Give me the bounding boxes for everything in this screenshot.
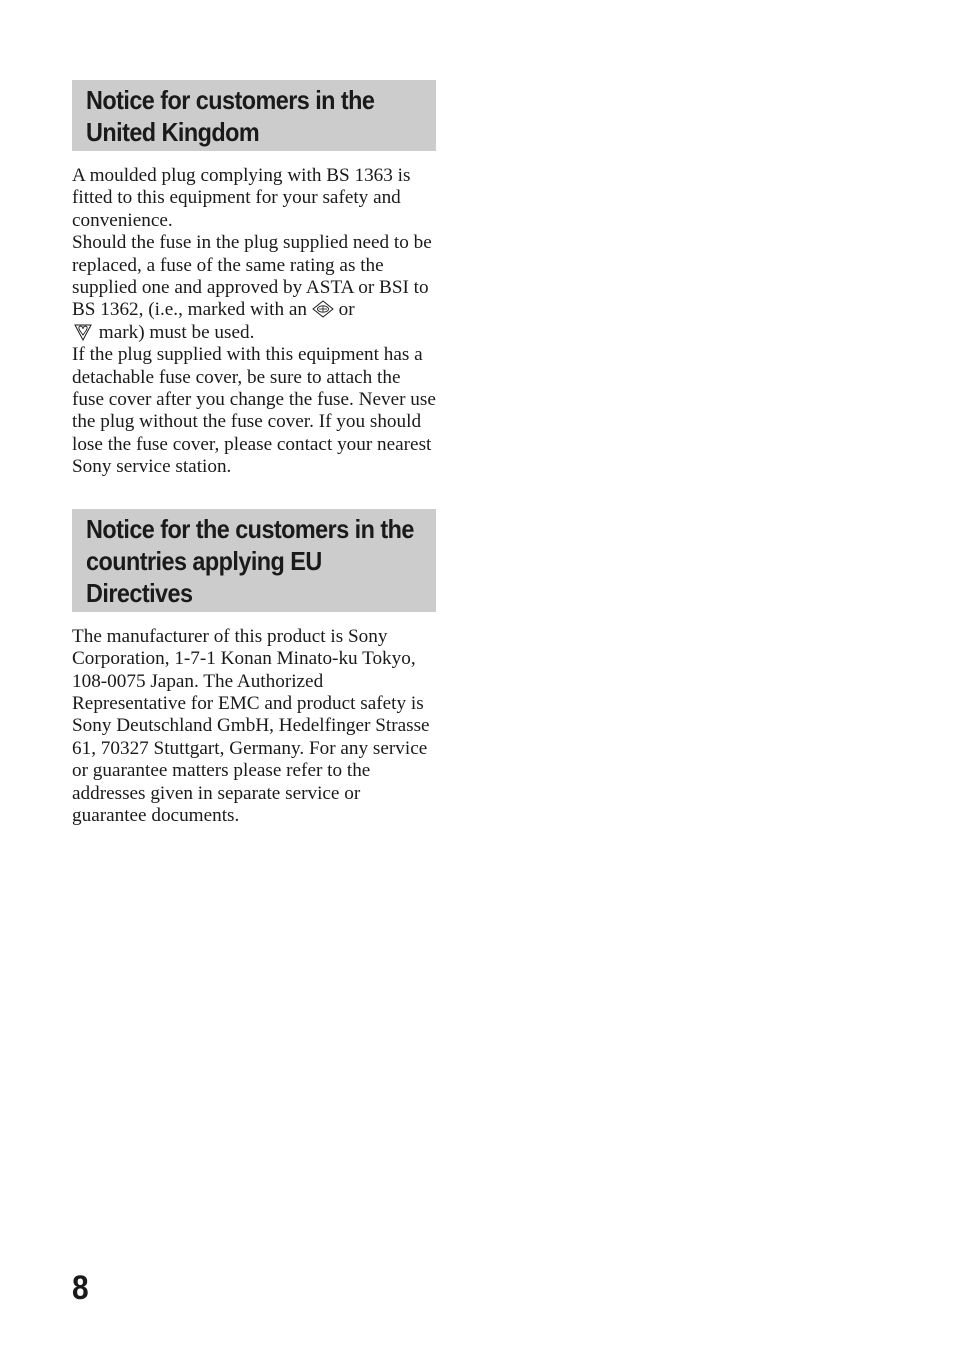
section-body-eu xyxy=(72,626,436,828)
uk-fuse-text-or: or xyxy=(333,299,355,321)
section-title-uk: Notice for customers in the United Kingdom xyxy=(86,85,375,147)
uk-paragraph-cover: If the plug supplied with this equipment has a detachable fuse cover, be sure to attach the fuse cover after you change the fuse. Never use the plug without the fuse cover. If you should lose the fuse cover, please contact your nearest Sony service station. xyxy=(72,344,436,478)
section-title-eu: Notice for the customers in the countries applying EU Directives xyxy=(86,513,414,608)
page-number: 8 xyxy=(72,1269,89,1307)
section-heading-uk xyxy=(72,80,436,151)
asta-mark-icon xyxy=(312,300,334,318)
bsi-kitemark-icon xyxy=(72,323,94,341)
section-body-uk xyxy=(72,165,436,479)
uk-paragraph-fuse xyxy=(72,232,436,344)
section-heading-eu xyxy=(72,509,436,612)
content-column xyxy=(72,80,436,827)
uk-fuse-text-start: Should the fuse in the plug supplied need to be replaced, a fuse of the same rating as the supplied one and approved by ASTA or BSI to BS 1362, (i.e., marked with an xyxy=(72,232,432,321)
uk-fuse-text-end: mark) must be used. xyxy=(94,321,255,343)
uk-paragraph-plug: A moulded plug complying with BS 1363 is fitted to this equipment for your safety and convenience. xyxy=(72,165,411,231)
eu-paragraph-manufacturer: The manufacturer of this product is Sony Corporation, 1-7-1 Konan Minato-ku Tokyo, 108-0075 Japan. The Authorized Representative for EMC and product safety is Sony Deutschland GmbH, Hedelfinger Strasse 61, 70327 Stuttgart, Germany. For any service or guarantee matters please refer to the addresses given in separate service or guarantee documents. xyxy=(72,625,430,826)
